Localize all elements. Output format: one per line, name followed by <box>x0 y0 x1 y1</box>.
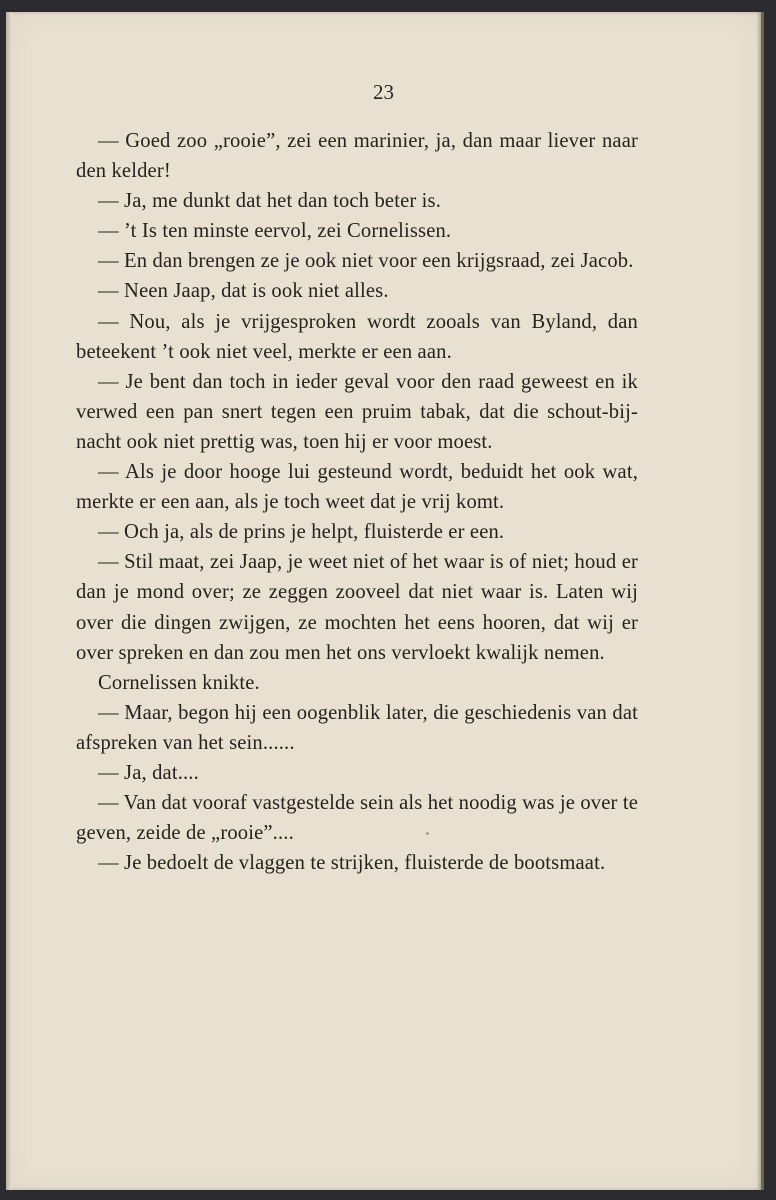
paragraph: — Je bedoelt de vlaggen te strijken, fluisterde de bootsmaat. <box>98 852 606 875</box>
paragraph: — Neen Jaap, dat is ook niet alles. <box>98 280 389 303</box>
paragraph: — Och ja, als de prins je helpt, fluisterde er een. <box>98 521 505 544</box>
paragraph: — Nou, als je vrijgesproken wordt zooals van Byland, dan beteekent ’t ook niet veel, merkte er een aan. <box>76 310 638 363</box>
paragraph: — Stil maat, zei Jaap, je weet niet of het waar is of niet; houd er dan je mond over; ze zeggen zooveel dat niet waar is. Laten wij over die dingen zwijgen, ze mochten het eens hooren, dat wij er over spreken en dan zou men het ons vervloekt kwalijk nemen. <box>76 551 638 664</box>
page-spine-shadow <box>6 12 12 1190</box>
body-text <box>76 126 638 878</box>
book-page <box>6 12 764 1190</box>
paragraph: — Als je door hooge lui gesteund wordt, beduidt het ook wat, merkte er een aan, als je toch weet dat je vrij komt. <box>76 461 638 514</box>
paragraph: — Ja, dat.... <box>98 761 199 784</box>
paragraph: — Je bent dan toch in ieder geval voor den raad geweest en ik verwed een pan snert tegen een pruim tabak, dat die schout-bij-nacht ook niet prettig was, toen hij er voor moest. <box>76 370 638 453</box>
paragraph: — Van dat vooraf vastgestelde sein als het noodig was je over te geven, zeide de „rooie”.... <box>76 792 638 845</box>
paragraph: Cornelissen knikte. <box>98 671 260 694</box>
paragraph: — Ja, me dunkt dat het dan toch beter is. <box>98 190 442 213</box>
paragraph: — Goed zoo „rooie”, zei een marinier, ja, dan maar liever naar den kelder! <box>76 130 638 183</box>
paragraph: — ’t Is ten minste eervol, zei Cornelissen. <box>98 220 452 243</box>
paragraph: — En dan brengen ze je ook niet voor een krijgsraad, zei Jacob. <box>98 250 634 273</box>
paragraph: — Maar, begon hij een oogenblik later, die geschiedenis van dat afspreken van het sein...... <box>76 701 638 754</box>
page-number: 23 <box>373 80 394 104</box>
